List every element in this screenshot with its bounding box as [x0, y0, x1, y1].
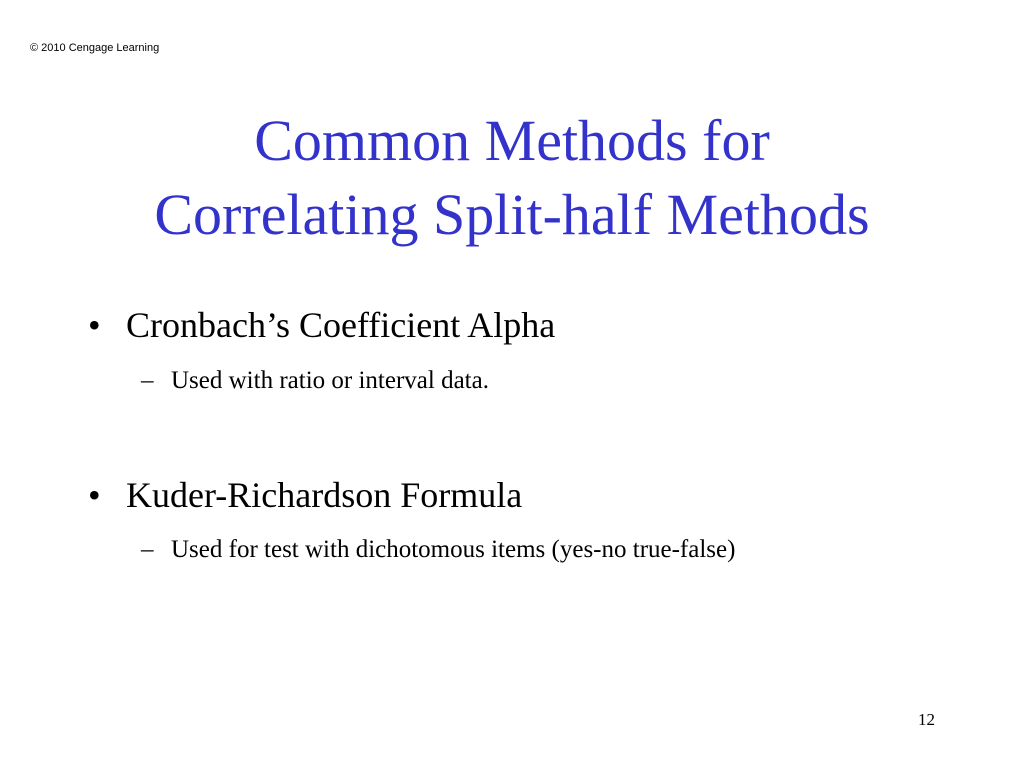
- sub-bullet-kuder-richardson: [141, 534, 735, 566]
- page-number: 12: [918, 710, 935, 729]
- sub-bullet-text: Used for test with dichotomous items (yes-no true-false): [171, 536, 736, 563]
- sub-bullet-marker: –: [141, 536, 154, 563]
- copyright-notice: © 2010 Cengage Learning: [30, 42, 160, 54]
- sub-bullet-marker: –: [141, 367, 154, 394]
- bullet-item-kuder-richardson: [88, 473, 522, 517]
- bullet-marker: •: [88, 475, 101, 515]
- bullet-text: Kuder-Richardson Formula: [126, 475, 523, 515]
- sub-bullet-cronbach: [141, 365, 489, 397]
- slide-title: [0, 104, 1024, 252]
- bullet-item-cronbach: [88, 303, 555, 347]
- bullet-marker: •: [88, 305, 101, 345]
- sub-bullet-text: Used with ratio or interval data.: [171, 367, 489, 394]
- slide-title-line-2: Correlating Split-half Methods: [154, 182, 870, 247]
- slide-title-line-1: Common Methods for: [254, 108, 770, 173]
- bullet-text: Cronbach’s Coefficient Alpha: [126, 305, 556, 345]
